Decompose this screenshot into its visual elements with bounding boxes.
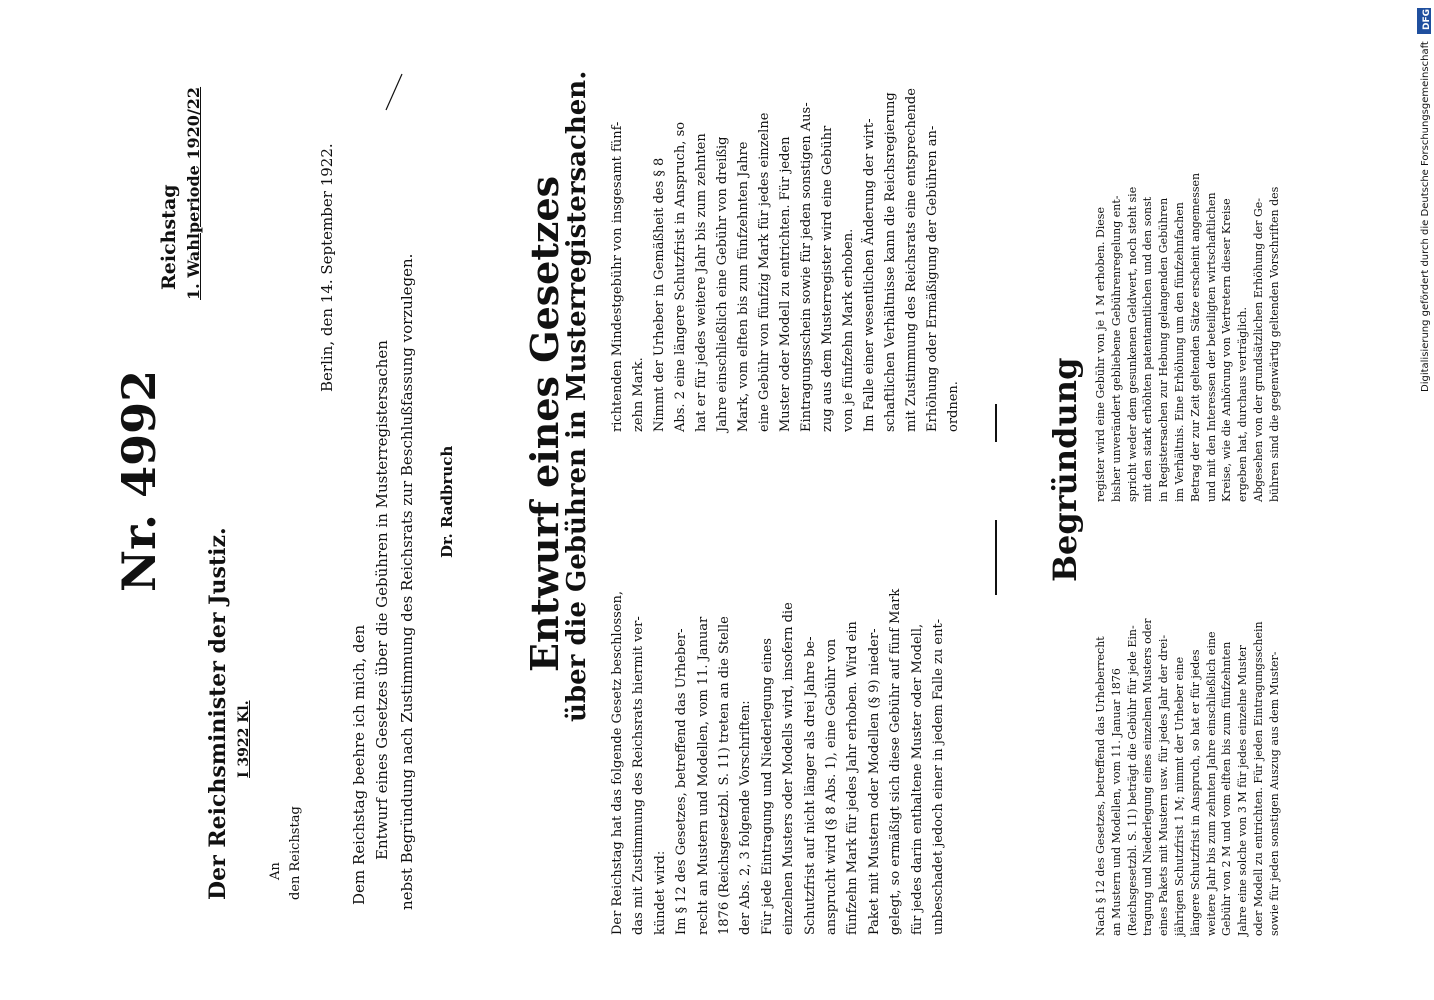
begruendung-col1-line: jährigen Schutzfrist 1 M; nimmt der Urheber eine (1173, 656, 1186, 936)
begruendung-col2-line: spricht weder dem gesunkenen Geldwert, noch steht sie (1125, 186, 1139, 502)
entwurf-col1-line: recht an Mustern und Modellen, vom 11. Januar (695, 616, 711, 935)
entwurf-col2-line: Im Falle einer wesentlichen Änderung der wirt- (862, 118, 877, 432)
entwurf-col1-line: Paket mit Mustern oder Modellen (§ 9) nieder- (866, 628, 882, 935)
entwurf-col2-line: Erhöhung oder Ermäßigung der Gebühren an- (925, 125, 940, 432)
begruendung-col1-line: weitere Jahr bis zum zehnten Jahre einschließlich eine (1204, 631, 1218, 936)
entwurf-col1-line: für jedes darin enthaltene Muster oder Modell, (909, 623, 925, 935)
entwurf-col2-line: zehn Mark. (631, 357, 646, 432)
begruendung-col1-line: (Reichsgesetzbl. S. 11) beträgt die Gebühr für jede Ein- (1125, 625, 1139, 936)
entwurf-col1-line: Im § 12 des Gesetzes, betreffend das Urheber- (674, 628, 690, 935)
signature: Dr. Radbruch (438, 445, 456, 558)
ministry-heading: Der Reichsminister der Justiz. (205, 527, 231, 900)
reference-number: I 3922 Kl. (236, 700, 252, 778)
entwurf-col2-line: hat er für jedes weitere Jahr bis zum zehnten (694, 133, 709, 432)
begruendung-col1-line: eines Pakets mit Mustern usw. für jedes Jahr der drei- (1157, 634, 1171, 936)
wahlperiode: 1. Wahlperiode 1920/22 (184, 86, 203, 300)
entwurf-col1-line: ansprucht wird (§ 8 Abs. 1), eine Gebühr von (824, 638, 839, 935)
entwurf-col2-line: mit Zustimmung des Reichsrats eine entsprechende (904, 88, 919, 432)
begruendung-col2-line: ergeben hat, durchaus verträglich. (1236, 307, 1250, 502)
address-line-1: An (268, 862, 283, 880)
entwurf-col1-line: das mit Zustimmung des Reichsrats hiermit ver- (631, 616, 647, 935)
entwurf-col2-line: richtenden Mindestgebühr von insgesamt fünf- (610, 121, 625, 432)
entwurf-col1-line: Schutzfrist auf nicht länger als drei Jahre be- (802, 636, 818, 935)
entwurf-col1-line: Der Reichstag hat das folgende Gesetz beschlossen, (610, 590, 625, 935)
dfg-logo-text: DFG (1422, 8, 1432, 30)
entwurf-col2-line: zug aus dem Musterregister wird eine Gebühr (820, 125, 835, 432)
entwurf-col2-line: Muster oder Modell zu entrichten. Für jeden (778, 136, 793, 432)
entwurf-col2-line: Nimmt der Urheber in Gemäßheit des § 8 (652, 157, 667, 432)
entwurf-col1-line: fünfzehn Mark für jedes Jahr erhoben. Wird ein (845, 621, 861, 935)
entwurf-col2-line: Abs. 2 eine längere Schutzfrist in Anspruch, so (673, 121, 688, 432)
begruendung-col2-line: Abgesehen von der grundsätzlichen Erhöhung der Ge- (1252, 198, 1265, 502)
document-number: Nr. 4992 (112, 369, 166, 592)
begruendung-title: Begründung (1046, 357, 1084, 582)
place-date: Berlin, den 14. September 1922. (318, 143, 336, 392)
cover-line-3: nebst Begründung nach Zustimmung des Reichsrats zur Beschlußfassung vorzulegen. (398, 253, 416, 910)
begruendung-col1-line: oder Modell zu entrichten. Für jeden Eintragungsschein (1252, 621, 1265, 936)
entwurf-col2-line: Jahre einschließlich eine Gebühr von dreißig (715, 136, 730, 432)
entwurf-col1-line: unbeschadet jedoch einer in jedem Falle zu ent- (931, 618, 946, 935)
begruendung-col1-line: tragung und Niederlegung eines einzelnen Musters oder (1141, 618, 1155, 936)
begruendung-col2-line: in Registersachen zur Hebung gelangenden Gebühren (1157, 197, 1171, 502)
begruendung-col1-line: Gebühr von 2 M und vom elften bis zum fünfzehnten (1220, 641, 1234, 936)
entwurf-subtitle: über die Gebühren in Musterregistersachen. (562, 70, 592, 722)
digitization-note: Digitalisierung gefördert durch die Deutsche Forschungsgemeinschaft (1420, 41, 1431, 392)
entwurf-title: Entwurf eines Gesetzes (522, 175, 567, 672)
cover-line-1: Dem Reichstag beehre ich mich, den (350, 624, 368, 905)
address-line-2: den Reichstag (288, 806, 303, 900)
entwurf-col2-line: Eintragungsschein sowie für jeden sonstigen Aus- (799, 102, 814, 432)
pen-stroke-icon (380, 70, 410, 115)
entwurf-col2-line: Mark, vom elften bis zum fünfzehnten Jahre (736, 141, 751, 432)
begruendung-col2-line: und mit den Interessen der beteiligten wirtschaftlichen (1204, 192, 1218, 502)
entwurf-col1-line: Für jede Eintragung und Niederlegung eines (759, 638, 775, 935)
entwurf-col1-line: gelegt, so ermäßigt sich diese Gebühr auf fünf Mark (888, 588, 904, 935)
entwurf-col2-line: ordnen. (946, 381, 961, 432)
entwurf-col1-line: einzelnen Musters oder Modells wird, insofern die (781, 602, 797, 935)
begruendung-col1-line: Nach § 12 des Gesetzes, betreffend das Urheberrecht (1094, 636, 1107, 936)
begruendung-col1-line: an Mustern und Modellen, vom 11. Januar 1876 (1109, 668, 1123, 936)
begruendung-col2-line: Betrag der zur Zeit geltenden Sätze erscheint angemessen (1188, 172, 1202, 502)
begruendung-col2-line: bisher unverändert gebliebene Gebührenregelung ent- (1109, 195, 1123, 502)
begruendung-col1-line: längere Schutzfrist in Anspruch, so hat er für jedes (1188, 649, 1202, 936)
entwurf-col2-line: schaftlichen Verhältnisse kann die Reichsregierung (883, 92, 898, 432)
entwurf-col1-line: der Abs. 2, 3 folgende Vorschriften: (738, 700, 754, 935)
begruendung-col2-line: mit den stark erhöhten patentamtlichen und den sonst (1141, 196, 1155, 502)
reichstag-heading: Reichstag (158, 184, 180, 290)
begruendung-col1-line: sowie für jeden sonstigen Auszug aus dem Muster- (1267, 651, 1281, 936)
entwurf-col2-line: von je fünfzehn Mark erhoben. (841, 228, 856, 432)
begruendung-col2-line: bühren sind die gegenwärtig geltenden Vorschriften des (1267, 186, 1281, 502)
divider-short (995, 404, 997, 442)
begruendung-col1-line: Jahre eine solche von 3 M für jedes einzelne Muster (1236, 645, 1250, 936)
entwurf-col1-line: kündet wird: (652, 850, 668, 935)
divider-long (995, 520, 997, 595)
entwurf-col1-line: 1876 (Reichsgesetzbl. S. 11) treten an die Stelle (717, 616, 732, 935)
begruendung-col2-line: Kreise, wie die Anhörung von Vertretern dieser Kreise (1220, 198, 1234, 502)
begruendung-col2-line: im Verhältnis. Eine Erhöhung um den fünfzehnfachen (1173, 202, 1186, 502)
cover-line-2: Entwurf eines Gesetzes über die Gebühren in Musterregistersachen (373, 340, 391, 860)
begruendung-col2-line: register wird eine Gebühr von je 1 M erhoben. Diese (1094, 207, 1107, 502)
entwurf-col2-line: eine Gebühr von fünfzig Mark für jedes einzelne (757, 112, 772, 432)
